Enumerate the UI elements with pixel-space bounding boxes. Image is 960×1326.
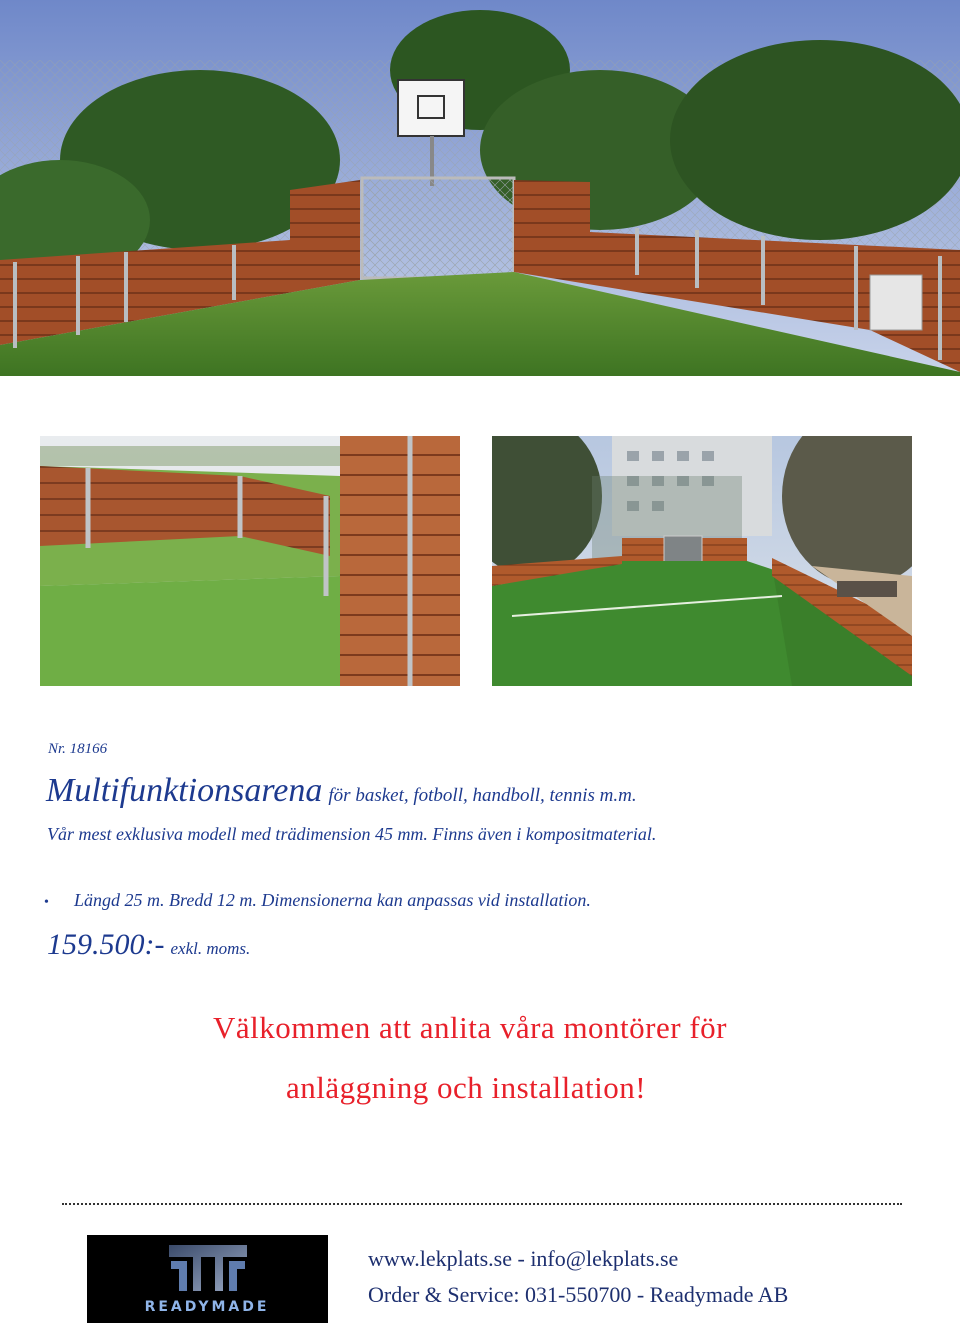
welcome-line-1: Välkommen att anlita våra montörer för bbox=[213, 1010, 727, 1045]
hero-arena-photo bbox=[0, 0, 960, 376]
welcome-line-2: anläggning och installation! bbox=[285, 1070, 647, 1105]
readymade-logo bbox=[87, 1235, 328, 1323]
dotted-divider bbox=[62, 1203, 902, 1205]
dimension-text: Längd 25 m. Bredd 12 m. Dimensionerna kan anpassas vid installation. bbox=[74, 890, 591, 910]
price-note: exkl. moms. bbox=[170, 939, 251, 958]
contact-order-service: Order & Service: 031-550700 - Readymade AB bbox=[368, 1282, 789, 1307]
product-description: Vår mest exklusiva modell med trädimension 45 mm. Finns även i kompositmaterial. bbox=[47, 824, 657, 844]
product-subtitle: för basket, fotboll, handboll, tennis m.m. bbox=[328, 785, 637, 806]
arena-city-photo bbox=[492, 436, 912, 686]
dimension-bullet bbox=[44, 890, 591, 911]
product-title: Multifunktionsarena bbox=[46, 772, 323, 809]
contact-web-email: www.lekplats.se - info@lekplats.se bbox=[368, 1246, 679, 1271]
product-title-line bbox=[46, 772, 637, 810]
price-value: 159.500:- bbox=[47, 928, 165, 961]
product-number: Nr. 18166 bbox=[48, 741, 108, 757]
logo-wordmark: READYMADE bbox=[144, 1299, 270, 1315]
bullet-dot: • bbox=[44, 895, 49, 910]
wall-closeup-photo bbox=[40, 436, 460, 686]
price-line bbox=[47, 928, 250, 962]
